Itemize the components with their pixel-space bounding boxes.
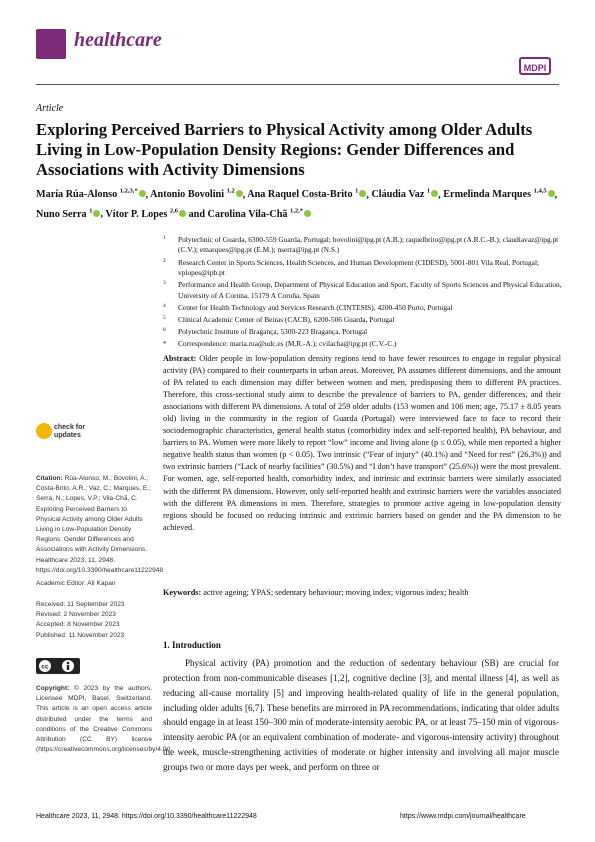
author-name[interactable]: María Rúa-Alonso (36, 189, 118, 201)
revised-date: Revised: 2 November 2023 (36, 611, 116, 619)
abstract-label: Abstract: (163, 354, 197, 363)
author-list: María Rúa-Alonso $^{1,2,3,*}$ , Antonio Bovolini $^{1,2}$ , Ana Raquel Costa-Brito $^1$ , Cláudia Vaz $^1$ , Ermelinda Marques $^{1,4,5}$ , Nuno Serra $^1$ , Vítor P. Lopes $^{2,6}$ and Carolina Vila-Chã $^{1,2,*}$ (36, 188, 558, 220)
affiliation-number: 4 (163, 302, 166, 309)
check-updates-line2: updates (54, 432, 81, 439)
footer-journal-url[interactable]: https://www.mdpi.com/journal/healthcare (400, 813, 526, 820)
section-heading-introduction: 1. Introduction (163, 640, 221, 650)
header-divider (36, 84, 559, 85)
author-affiliation-marker: 1,2 (226, 188, 235, 195)
keywords-text: active ageing; YPAS; sedentary behaviour; moving index; vigorous index; health (203, 588, 469, 597)
author-name[interactable]: Nuno Serra (36, 208, 87, 220)
author-affiliation-marker: 1 (355, 188, 359, 195)
author-affiliation-marker: 1,4,5 (533, 188, 547, 195)
author-item (443, 189, 554, 200)
author-name[interactable]: Ana Raquel Costa-Brito (247, 189, 353, 201)
orcid-icon[interactable] (139, 190, 146, 197)
affiliation-number: 5 (163, 315, 166, 322)
affiliation-text: Clinical Academic Center of Beiras (CACB), 6200-506 Guarda, Portugal (178, 315, 395, 325)
author-name[interactable]: Ermelinda Marques (443, 189, 532, 201)
cc-icon-text: cc (41, 663, 49, 671)
publisher-logo: MDPI (519, 57, 551, 75)
citation-label: Citation: (36, 475, 63, 482)
orcid-icon[interactable] (93, 210, 100, 217)
author-item (189, 209, 311, 220)
copyright-label: Copyright: (36, 685, 70, 692)
academic-editor: Academic Editor: Ali Kapan (36, 580, 116, 587)
author-item (36, 189, 146, 200)
journal-logo (36, 29, 66, 59)
affiliation-number: 1 (163, 235, 166, 241)
affiliation-number: 6 (163, 327, 166, 334)
affiliation-item (163, 327, 563, 337)
author-affiliation-marker: 1,2,* (290, 207, 304, 215)
check-updates-icon (36, 423, 52, 439)
keywords (163, 588, 561, 597)
author-item (36, 209, 100, 220)
author-affiliation-marker: 1 (426, 188, 431, 195)
copyright-block (36, 684, 173, 755)
affiliation-text: Performance and Health Group, Department of Physical Education and Sport, Faculty of Sports Sciences and Physical Education, University of A Coruna, 15179 A Coruña, Spain (178, 280, 562, 300)
affiliation-text: Center for Health Technology and Services Research (CINTESIS), 4200-450 Porto, Portugal (178, 302, 453, 312)
received-date: Received: 11 September 2023 (36, 601, 125, 608)
author-affiliation-marker: 2,6 (169, 207, 179, 215)
abstract (163, 353, 561, 534)
affiliation-text: Research Center in Sports Sciences, Health Sciences, and Human Development (CIDESD), 5001-801 Vila Real, Portugal; vplopes@ipb.pt (178, 257, 540, 278)
author-affiliation-marker: 1,2,3,* (119, 188, 138, 195)
orcid-icon[interactable] (179, 210, 186, 217)
cc-by-license-icon (36, 658, 80, 674)
orcid-icon[interactable] (431, 190, 438, 197)
orcid-icon[interactable] (236, 190, 243, 197)
citation-text: Rúa-Alonso, M.; Bovolini, A.; Costa-Brito, A.R.; Vaz, C.; Marques, E.; Serra, N.; Lopes, V.P.; Vila-Chã, C. Exploring Perceived Barriers to Physical Activity among Older Adults Living in Low-Population Density Regions: Gender Differences and Associations with Activity Dimensions. Healthcare 2023, 11, 2948. https://doi.org/10.3390/healthcare11222948 (36, 475, 164, 574)
affiliation-item (163, 280, 563, 301)
published-date: Published: 11 November 2023 (36, 631, 125, 639)
affiliation-item (163, 235, 563, 256)
orcid-icon[interactable] (548, 190, 555, 197)
citation-block (36, 474, 164, 576)
accepted-date: Accepted: 8 November 2023 (36, 621, 120, 629)
affiliation-text: Polytechnic of Guarda, 6300-559 Guarda, Portugal; bovolini@ipg.pt (A.B.); raquelbrito@ipg.pt (A.R.C.-B.); claudiavaz@ipg.pt (C.V.); emarques@ipg.pt (E.M.); nserra@ipg.pt (N.S.) (178, 235, 559, 255)
affiliation-item (163, 315, 563, 325)
author-name[interactable]: Cláudia Vaz (371, 189, 425, 201)
check-updates-line1: check for (54, 424, 86, 431)
footer-citation[interactable]: Healthcare 2023, 11, 2948. https://doi.org/10.3390/healthcare11222948 (36, 813, 257, 820)
affiliation-number: 2 (163, 257, 166, 264)
paper-title: Exploring Perceived Barriers to Physical Activity among Older Adults Living in Low-Population Density Regions: Gender Differences and Associations with Activity Dimensions (36, 120, 533, 179)
author-item (150, 189, 243, 200)
author-name[interactable]: and Carolina Vila-Chã (188, 208, 288, 220)
author-item (371, 189, 438, 200)
author-item (105, 209, 186, 220)
author-name[interactable]: Vítor P. Lopes (105, 208, 168, 220)
affiliation-item (163, 339, 563, 349)
introduction-paragraph: Physical activity (PA) promotion and the reduction of sedentary behaviour (SB) are crucial for protection from non-communicable diseases [1,2], cognitive decline [3], and mental illness [4], as well as reducing all-cause mortality [5] and improving health-related quality of life in the general population, including older adults [6,7]. These benefits are mirrored in PA recommendations, indicating that older adults should engage in at least 150–300 min of moderate-intensity aerobic PA, or at least 75–150 min of vigorous-intensity aerobic PA (or an equivalent combination of moderate- and vigorous-intensity activity) throughout the week, muscle-strengthening activities of moderate or higher intensity and involving all major muscle groups two or more days per week, and perform on three or (163, 658, 559, 772)
author-affiliation-marker: 1 (89, 207, 93, 215)
article-type: Article (36, 103, 64, 114)
affiliation-item (163, 258, 563, 279)
keywords-label: Keywords: (163, 588, 202, 597)
affiliation-item (163, 303, 563, 313)
author-item (247, 189, 366, 200)
affiliation-list (163, 235, 563, 352)
affiliation-text: Polytechnic Institute of Bragança, 5300-223 Bragança, Portugal (178, 327, 368, 337)
affiliation-number: * (163, 340, 167, 349)
author-name[interactable]: Antonio Bovolini (150, 189, 225, 201)
orcid-icon[interactable] (359, 190, 366, 197)
affiliation-number: 3 (163, 280, 166, 287)
journal-name: healthcare (74, 29, 162, 51)
affiliation-text: Correspondence: maria.rua@udc.es (M.R.-A.); cvilacha@ipg.pt (C.V.-C.) (178, 339, 397, 349)
orcid-icon[interactable] (304, 210, 311, 217)
publication-dates (36, 600, 125, 641)
abstract-text: Older people in low-population density regions tend to have fewer resources to engage in regular physical activity (PA) compared to their counterparts in urban areas. Moreover, PA assumes different dimensions, and the amount of PA related to each dimension may differ between women and men, predisposing them to different PA practices. Therefore, this cross-sectional study aims to describe the prevalence of barriers to PA, gender differences, and their associations with different PA dimensions. A total of 259 older adults (153 women and 106 men; age, 75.17 ± 8.05 years old) living in the community in the region of Guarda (Portugal) were interviewed face to face to record their sociodemographic characteristics, general health status (comorbidity index and self-reported health), PA behaviour, and barriers to PA. Women were more likely to report “low” income and living alone (p ≤ 0.05), while men reported a higher negative health status than women (p < 0.05). Two intrinsic (“Fear of injury” (40.1%) and “Need for rest” (26.3%)) and two extrinsic barriers (“Lack of nearby facilities” (30.5%) and “I don’t have transport” (25.6%)) were the most prevalent. For women, age, self-reported health, comorbidity index, and intrinsic and extrinsic barriers were similarly associated with the different PA dimensions. However, only self-reported health and extrinsic barriers were the variables associated with the different PA dimensions in men. Therefore, strategies to promote active ageing in low-population density regions should be focused on reducing intrinsic and extrinsic barriers based on gender and the PA dimension to be achieved. (163, 354, 562, 532)
copyright-text: © 2023 by the authors. Licensee MDPI, Basel, Switzerland. This article is an open access article distributed under the terms and conditions of the Creative Commons Attribution (CC BY) license (https://creativecommons.org/licenses/by/4.0/). (36, 685, 173, 754)
